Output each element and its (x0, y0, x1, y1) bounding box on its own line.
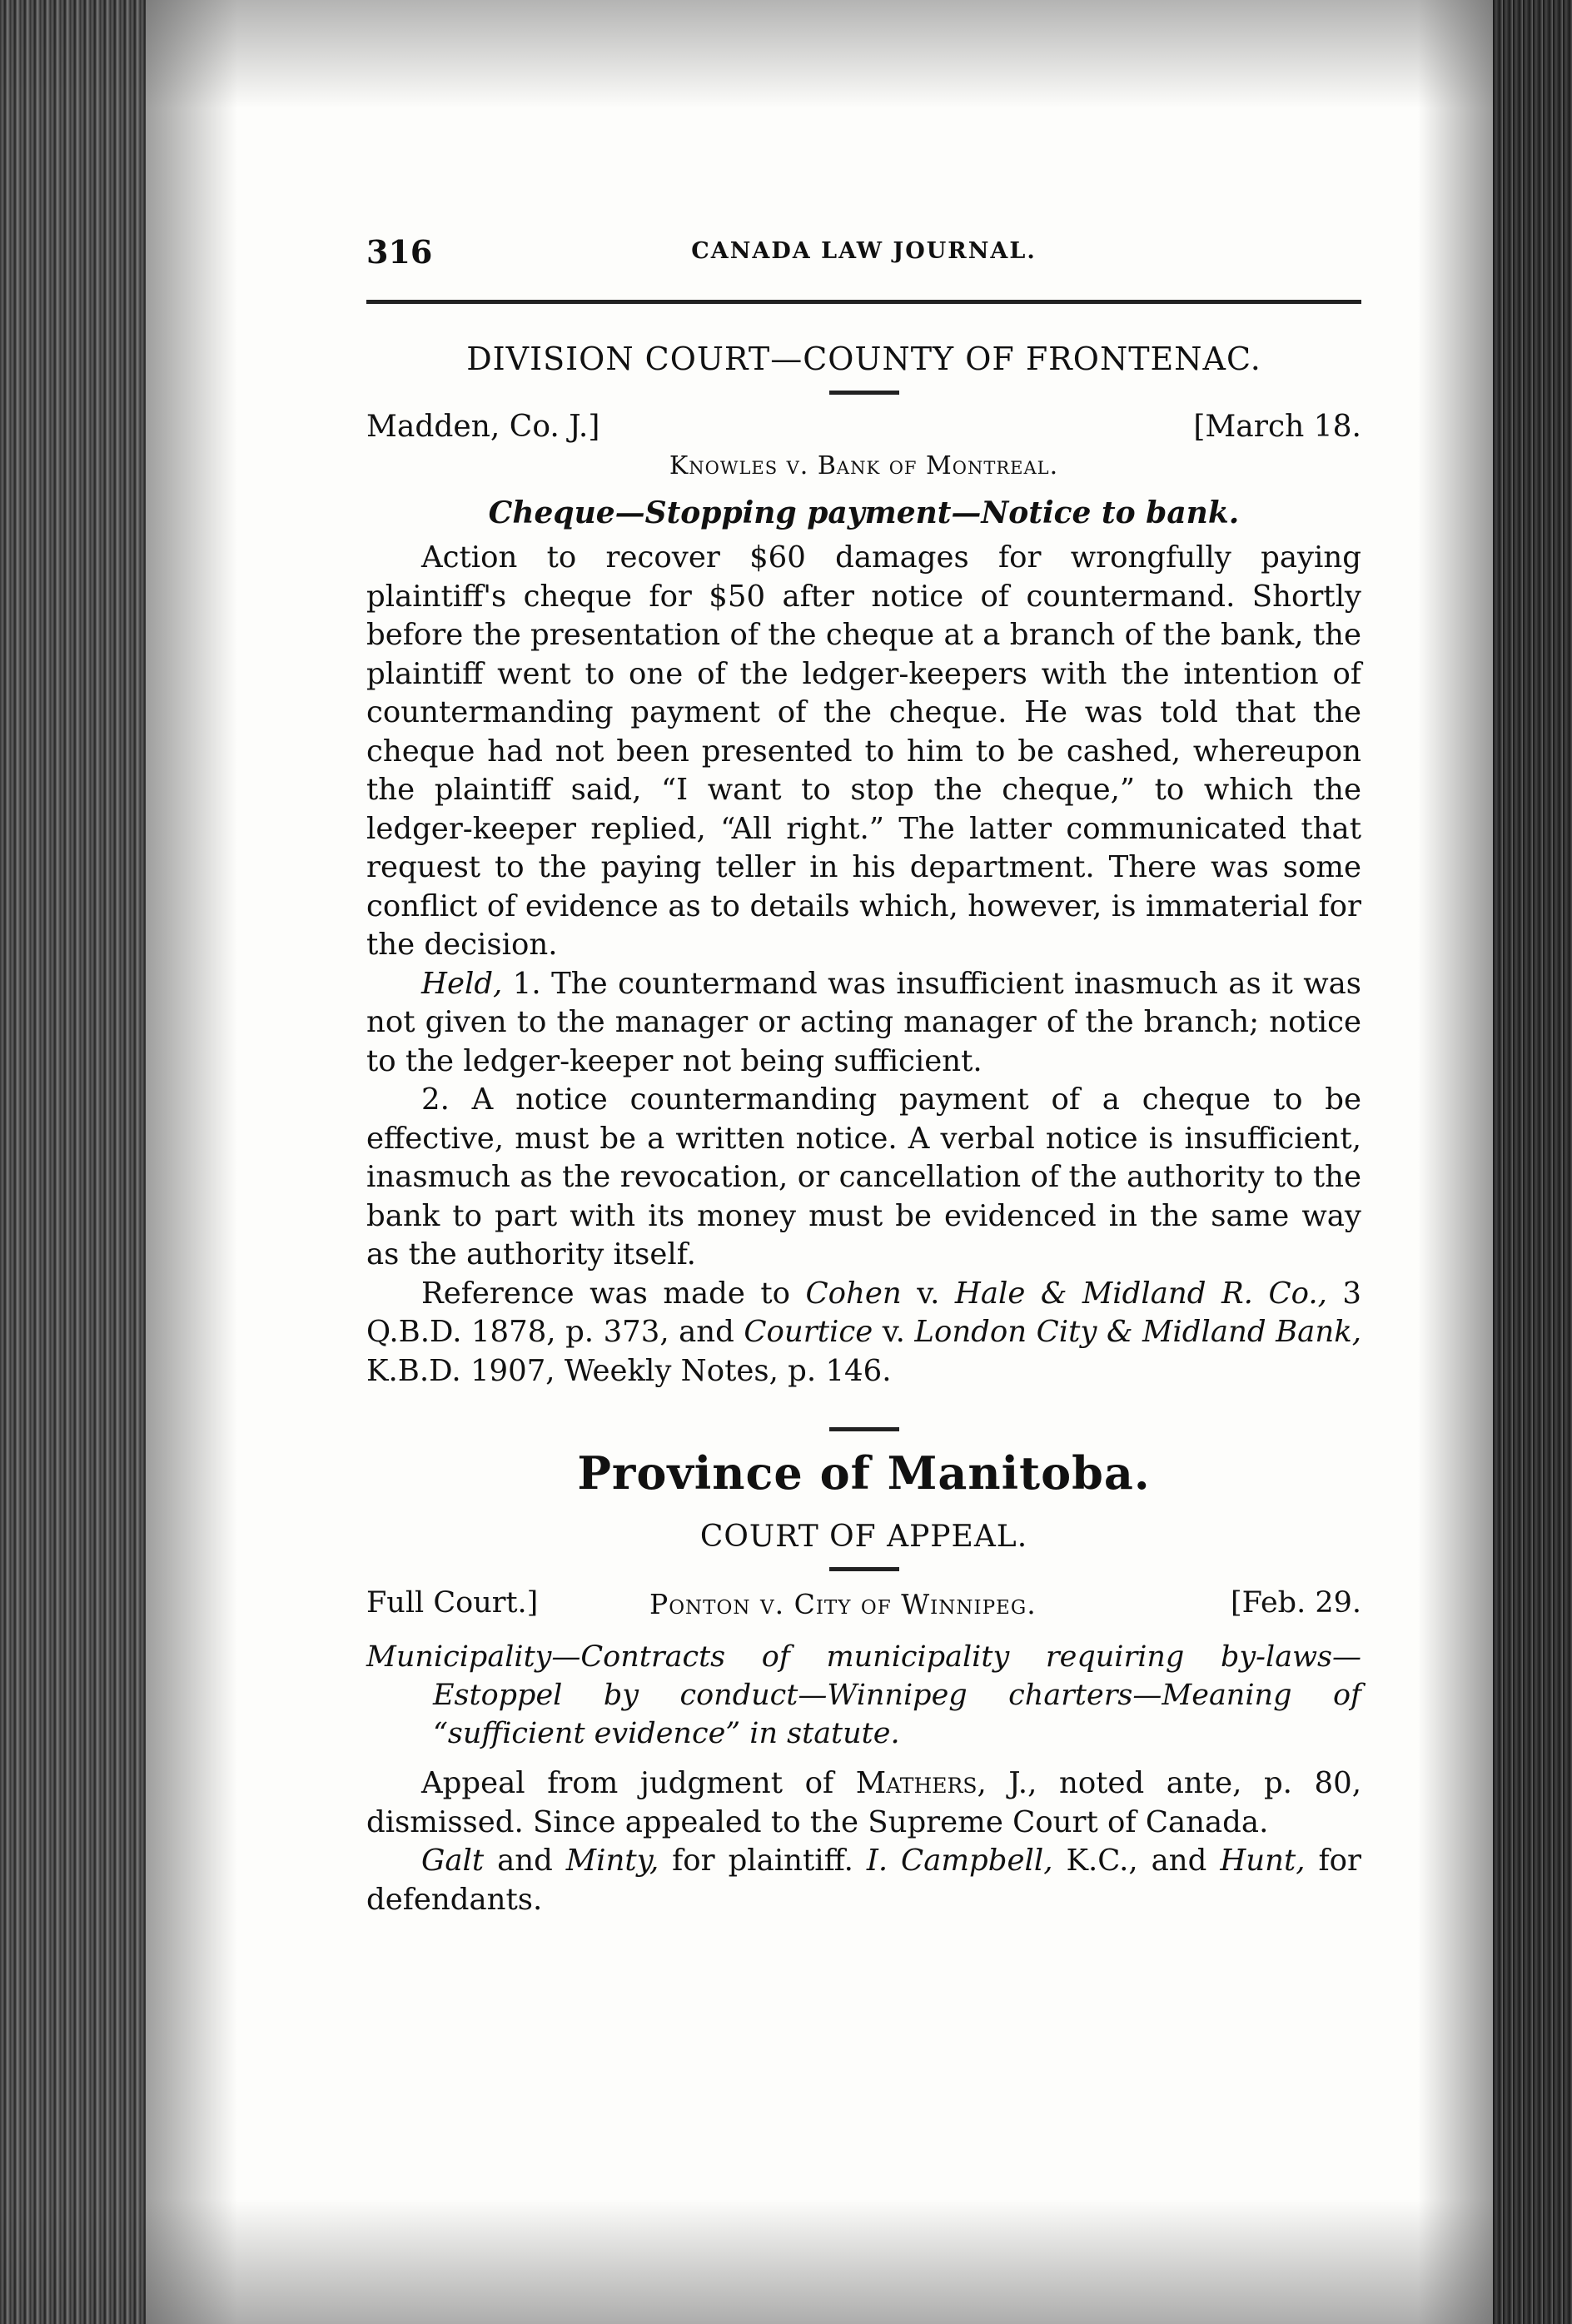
held-paragraph-2: 2. A notice countermanding payment of a cheque to be effective, must be a written notice. A verbal notice is insufficient, inasmuch as the revocation, or cancellation of the authority to the bank to part with its money must be evidenced in the same way as the authority itself. (366, 1082, 1361, 1271)
running-head (366, 233, 1361, 283)
counsel-text: K.C., and (1052, 1844, 1221, 1878)
page-number: 316 (366, 233, 433, 271)
reference-text: K.B.D. 1907, Weekly Notes, p. 146. (366, 1353, 892, 1388)
reference-case-name: Courtice (744, 1315, 873, 1349)
province-title: Province of Manitoba. (577, 1446, 1151, 1500)
decision-date: [Feb. 29. (1230, 1586, 1361, 1620)
reference-case-name: Cohen (805, 1276, 902, 1311)
judge-name: Mathers (855, 1766, 978, 1800)
reference-text: Reference was made to (421, 1276, 806, 1311)
reference-case-name: Hale & Midland R. Co., (954, 1276, 1327, 1311)
appeal-paragraph (366, 1764, 1361, 1842)
appeal-text: Appeal from judgment of (421, 1766, 856, 1800)
reference-text: v. (901, 1276, 955, 1311)
court-of-appeal-title: COURT OF APPEAL. (699, 1520, 1028, 1554)
judge-name: Madden, Co. J.] (366, 410, 600, 444)
journal-page (366, 233, 1361, 1919)
court-case-line (366, 1586, 1361, 1626)
scan-edge-left (0, 0, 146, 2324)
division-court-title: DIVISION COURT—COUNTY OF FRONTENAC. (466, 341, 1261, 377)
appeal-text: , J., noted ante, p. 80, dismissed. Since appealed to the Supreme Court of Canada. (366, 1766, 1361, 1839)
counsel-text: and (484, 1844, 566, 1878)
case-headnote: Municipality—Contracts of municipality requiring by-laws—Estoppel by conduct—Winnipeg charters—Meaning of “sufficient evidence” in statute. (366, 1640, 1361, 1750)
counsel-name: I. Campbell, (866, 1844, 1053, 1878)
case-headnote: Cheque—Stopping payment—Notice to bank. (488, 495, 1240, 530)
section-divider (829, 391, 899, 395)
reference-paragraph (366, 1275, 1361, 1391)
counsel-name: Hunt, (1220, 1844, 1306, 1878)
decision-date: [March 18. (1193, 410, 1361, 444)
held-1-text: 1. The countermand was insufficient inasmuch as it was not given to the manager or acting manager of the branch; notice to the ledger-keeper not being sufficient. (366, 966, 1361, 1078)
counsel-paragraph (366, 1842, 1361, 1919)
counsel-name: Galt (421, 1844, 485, 1878)
judge-date-line (366, 410, 1361, 450)
case-title: Ponton v. City of Winnipeg. (649, 1588, 1037, 1620)
header-rule (366, 300, 1361, 304)
section-divider (829, 1427, 899, 1431)
scan-edge-right (1493, 0, 1572, 2324)
held-label: Held, (421, 966, 503, 1001)
facts-paragraph: Action to recover $60 damages for wrongfully paying plaintiff's cheque for $50 after notice of countermand. Shortly before the presentation of the cheque at a branch of the bank, the plaintiff went to one of the ledger-keepers with the intention of countermanding payment of the cheque. He was told that the cheque had not been presented to him to be cashed, whereupon the plaintiff said, “I want to stop the cheque,” to which the ledger-keeper replied, “All right.” The latter communicated that request to the paying teller in his department. There was some conflict of evidence as to details which, however, is immaterial for the decision. (366, 540, 1361, 962)
court-name: Full Court.] (366, 1586, 539, 1620)
scan-shadow-right (1418, 0, 1493, 2324)
section-divider (829, 1567, 899, 1571)
counsel-text: for defendants. (366, 1844, 1361, 1917)
reference-text: v. (873, 1315, 915, 1349)
scan-shadow-left (146, 0, 237, 2324)
counsel-text: for plaintiff. (659, 1844, 867, 1878)
held-paragraph-1 (366, 965, 1361, 1082)
case-title: Knowles v. Bank of Montreal. (669, 451, 1059, 480)
reference-case-name: London City & Midland Bank, (914, 1315, 1361, 1349)
reference-text: 3 Q.B.D. 1878, p. 373, and (366, 1276, 1361, 1349)
journal-title: CANADA LAW JOURNAL. (691, 238, 1037, 264)
counsel-name: Minty, (565, 1844, 659, 1878)
